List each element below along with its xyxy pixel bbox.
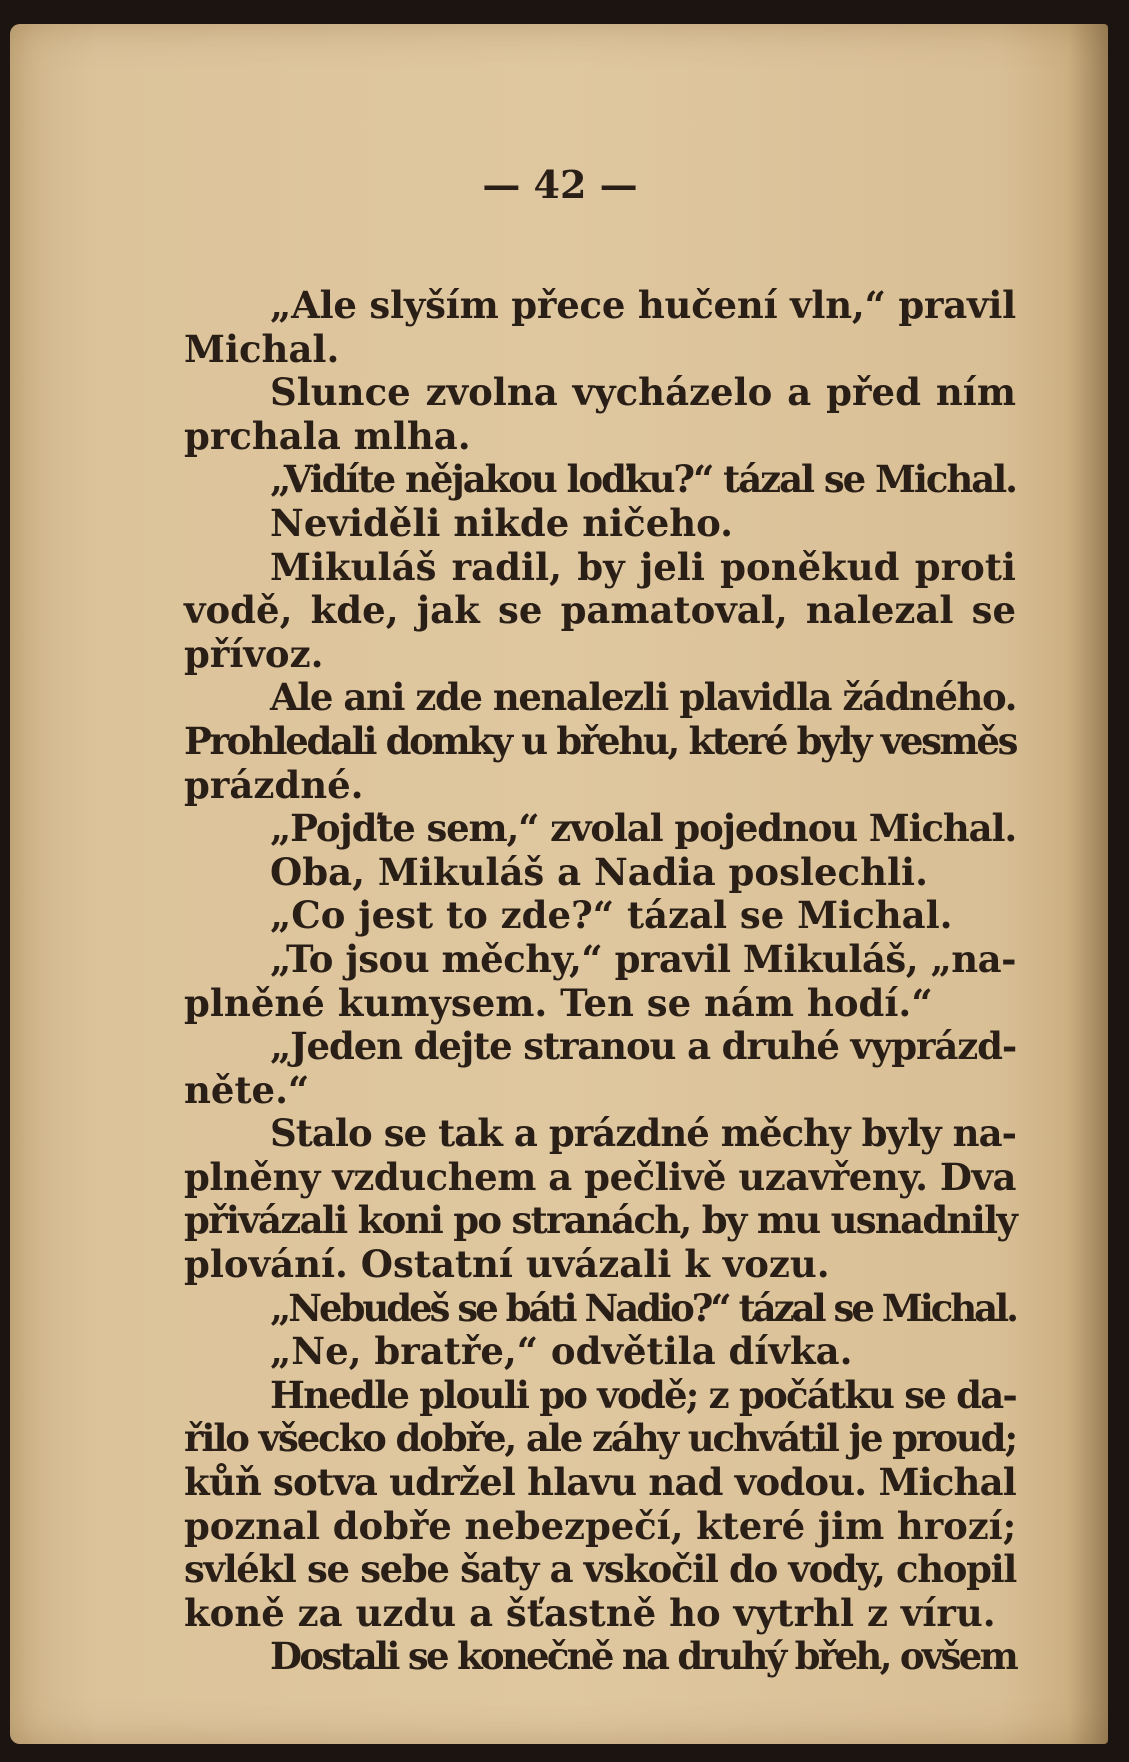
page-text [184,284,1016,1679]
text-line: „Nebudeš se báti Nadio?“ tázal se Michal. [270,1285,1016,1330]
text-line: plněny vzduchem a pečlivě uzavřeny. Dva [184,1154,1016,1199]
page-number: — 42 — [482,162,638,207]
text-line: „To jsou měchy,“ pravil Mikuláš, „na- [270,936,1016,981]
text-line: Neviděli nikde ničeho. [270,500,734,545]
text-line: „Jeden dejte stranou a druhé vyprázd- [270,1024,1017,1069]
text-line: přivázali koni po stranách, by mu usnadnily [184,1198,1017,1243]
text-line: Michal. [184,326,340,371]
text-line: Stalo se tak a prázdné měchy byly na- [270,1111,1017,1156]
text-line: Ale ani zde nenalezli plavidla žádného. [270,675,1017,720]
text-line: Mikuláš radil, by jeli poněkud proti [270,544,1016,589]
text-line: něte.“ [184,1067,310,1112]
text-line: vodě, kde, jak se pamatoval, nalezal se [184,588,1016,633]
text-line: „Ale slyším přece hučení vln,“ pravil [270,283,1017,327]
text-line: Oba, Mikuláš a Nadia poslechli. [270,849,928,894]
page-edge-shadow [1068,24,1108,1744]
text-line: „Vidíte nějakou loďku?“ tázal se Michal. [270,457,1016,502]
text-line: prázdné. [184,762,364,807]
text-line: Dostali se konečně na druhý břeh, ovšem [270,1634,1017,1679]
text-line: „Co jest to zde?“ tázal se Michal. [270,893,953,938]
text-line: prchala mlha. [184,413,471,458]
text-line: Prohledali domky u břehu, které byly vesměs [184,718,1017,763]
text-line: přívoz. [184,631,324,676]
book-page [10,24,1108,1744]
text-line: plování. Ostatní uvázali k vozu. [184,1242,830,1287]
text-line: plněné kumysem. Ten se nám hodí.“ [184,980,933,1025]
text-line: Slunce zvolna vycházelo a před ním [270,370,1016,415]
text-line: poznal dobře nebezpečí, které jim hrozí; [184,1503,1017,1548]
text-line: koně za uzdu a šťastně ho vytrhl z víru. [184,1590,996,1635]
text-line: Hnedle plouli po vodě; z počátku se da- [270,1372,1016,1417]
text-line: kůň sotva udržel hlavu nad vodou. Michal [184,1460,1016,1505]
text-line: „Pojďte sem,“ zvolal pojednou Michal. [270,806,1017,851]
text-line: „Ne, bratře,“ odvětila dívka. [270,1329,853,1374]
text-line: řilo všecko dobře, ale záhy uchvátil je proud; [184,1416,1016,1461]
text-line: svlékl se sebe šaty a vskočil do vody, chopil [184,1547,1016,1592]
